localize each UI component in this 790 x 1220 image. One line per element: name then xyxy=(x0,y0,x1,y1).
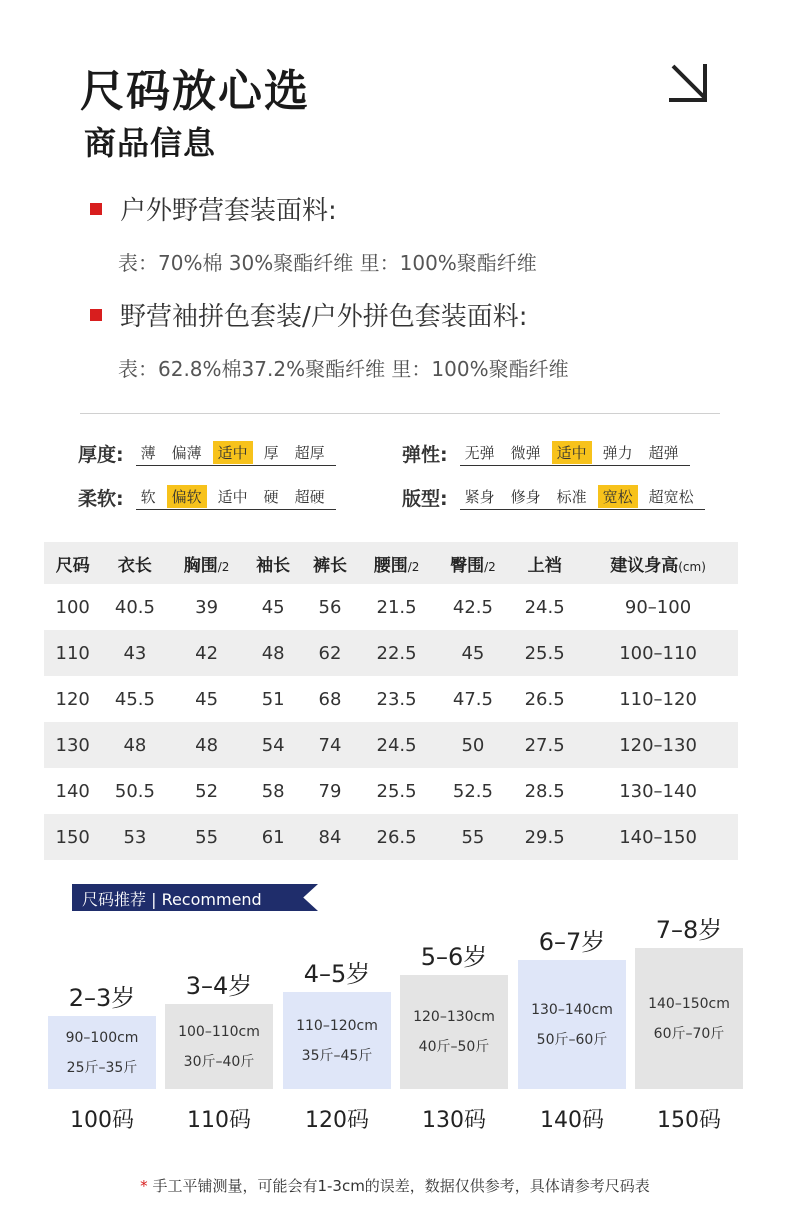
attr-label: 弹性: xyxy=(402,444,448,466)
attr-option: 紧身 xyxy=(464,488,495,506)
weight-range: 30斤–40斤 xyxy=(183,1053,255,1070)
table-cell: 45 xyxy=(195,688,219,710)
size-label: 150码 xyxy=(657,1108,721,1133)
table-cell: 79 xyxy=(318,780,342,802)
table-cell: 52 xyxy=(195,780,219,802)
table-row xyxy=(44,814,738,860)
table-cell: 43 xyxy=(101,630,168,676)
table-cell: 68 xyxy=(318,688,342,710)
fabric-block-1 xyxy=(90,190,537,276)
bullet-marker xyxy=(90,309,102,321)
attr-option: 超宽松 xyxy=(648,488,694,506)
fabric-name: 野营袖拼色套装/户外拼色套装面料: xyxy=(120,302,528,332)
attr-option: 弹力 xyxy=(602,444,633,462)
weight-range: 60斤–70斤 xyxy=(653,1025,725,1042)
column-header: 臀围/2 xyxy=(435,542,511,584)
attr-option: 适中 xyxy=(213,441,253,464)
table-cell: 42.5 xyxy=(452,596,493,618)
footnote-text: 手工平铺测量，可能会有1-3cm的误差，数据仅供参考，具体请参考尺码表 xyxy=(147,1177,650,1195)
height-range: 110–120cm xyxy=(296,1017,378,1034)
attr-scale xyxy=(136,441,336,466)
table-cell: 39 xyxy=(195,596,219,618)
table-cell: 45.5 xyxy=(114,688,155,710)
attr-option: 厚 xyxy=(263,444,279,462)
table-cell: 55 xyxy=(435,814,511,860)
table-cell: 29.5 xyxy=(511,814,578,860)
height-range: 140–150cm xyxy=(648,995,730,1012)
recommend-banner-text: 尺码推荐 | Recommend xyxy=(82,890,262,909)
table-cell: 42 xyxy=(168,630,244,676)
size-label: 120码 xyxy=(305,1108,369,1133)
weight-range: 35斤–45斤 xyxy=(301,1047,373,1064)
divider xyxy=(80,413,720,414)
table-cell: 54 xyxy=(245,722,302,768)
recommend-banner xyxy=(72,884,318,911)
attr-scale xyxy=(136,485,336,510)
age-label: 2–3岁 xyxy=(68,984,136,1012)
recommend-box xyxy=(518,960,626,1089)
column-header: 腰围/2 xyxy=(358,542,434,584)
attr-option: 标准 xyxy=(556,488,587,506)
fabric-block-2 xyxy=(90,296,569,382)
height-range: 130–140cm xyxy=(531,1001,613,1018)
attr-option: 薄 xyxy=(140,444,156,462)
table-header-row xyxy=(44,542,738,584)
table-row xyxy=(44,630,738,676)
recommend-box xyxy=(400,975,508,1089)
table-cell: 23.5 xyxy=(376,688,417,710)
attr-option: 微弹 xyxy=(510,444,541,462)
table-cell: 22.5 xyxy=(358,630,434,676)
table-row xyxy=(44,584,738,630)
column-header: 袖长 xyxy=(245,542,302,584)
table-cell: 25.5 xyxy=(376,780,417,802)
table-row xyxy=(44,768,738,814)
table-cell: 120 xyxy=(55,688,90,710)
table-cell: 50.5 xyxy=(114,780,155,802)
age-label: 3–4岁 xyxy=(185,972,253,1000)
arrow-down-right-icon xyxy=(665,58,715,106)
column-header: 衣长 xyxy=(101,542,168,584)
attr-softness xyxy=(78,484,336,511)
table-cell: 140–150 xyxy=(578,814,738,860)
table-cell: 28.5 xyxy=(524,780,565,802)
bullet-marker xyxy=(90,203,102,215)
age-label: 4–5岁 xyxy=(303,960,371,988)
attr-label: 柔软: xyxy=(78,488,124,510)
table-cell: 84 xyxy=(302,814,359,860)
size-table xyxy=(44,542,738,860)
attr-option: 适中 xyxy=(552,441,592,464)
attr-scale xyxy=(460,485,705,510)
attr-scale xyxy=(460,441,690,466)
attr-label: 厚度: xyxy=(78,444,124,466)
weight-range: 50斤–60斤 xyxy=(536,1031,608,1048)
table-cell: 45 xyxy=(435,630,511,676)
table-cell: 26.5 xyxy=(524,688,565,710)
table-row xyxy=(44,722,738,768)
table-cell: 26.5 xyxy=(358,814,434,860)
attr-option: 超厚 xyxy=(294,444,325,462)
size-label: 100码 xyxy=(70,1108,134,1133)
table-cell: 47.5 xyxy=(452,688,493,710)
weight-range: 40斤–50斤 xyxy=(418,1039,490,1055)
table-cell: 140 xyxy=(55,780,90,802)
table-cell: 150 xyxy=(44,814,101,860)
table-cell: 62 xyxy=(302,630,359,676)
attr-option: 超硬 xyxy=(294,488,325,506)
recommend-box xyxy=(283,992,391,1089)
table-cell: 56 xyxy=(318,596,342,618)
table-cell: 53 xyxy=(101,814,168,860)
attr-option: 适中 xyxy=(217,488,248,506)
attr-option: 无弹 xyxy=(464,444,495,462)
table-cell: 52.5 xyxy=(452,780,493,802)
table-cell: 45 xyxy=(261,596,285,618)
section-title: 商品信息 xyxy=(84,124,217,162)
column-header: 上裆 xyxy=(511,542,578,584)
column-header: 裤长 xyxy=(302,542,359,584)
attr-option: 软 xyxy=(140,488,156,506)
table-cell: 21.5 xyxy=(376,596,417,618)
column-header: 尺码 xyxy=(44,542,101,584)
attr-option: 宽松 xyxy=(598,485,638,508)
height-range: 90–100cm xyxy=(65,1029,139,1046)
table-cell: 61 xyxy=(245,814,302,860)
page-title: 尺码放心选 xyxy=(80,66,310,117)
size-label: 140码 xyxy=(540,1108,604,1133)
table-cell: 130–140 xyxy=(619,780,697,802)
table-cell: 48 xyxy=(168,722,244,768)
table-cell: 25.5 xyxy=(511,630,578,676)
attr-option: 偏软 xyxy=(167,485,207,508)
attr-option: 偏薄 xyxy=(171,444,202,462)
table-cell: 58 xyxy=(261,780,285,802)
table-cell: 24.5 xyxy=(358,722,434,768)
table-cell: 90–100 xyxy=(624,596,692,618)
table-cell: 48 xyxy=(245,630,302,676)
attr-option: 超弹 xyxy=(648,444,679,462)
column-header: 胸围/2 xyxy=(168,542,244,584)
table-cell: 74 xyxy=(302,722,359,768)
table-cell: 120–130 xyxy=(578,722,738,768)
recommend-box xyxy=(635,948,743,1089)
size-label: 130码 xyxy=(422,1108,486,1133)
fabric-name: 户外野营套装面料: xyxy=(120,196,337,226)
table-cell: 55 xyxy=(168,814,244,860)
recommend-box xyxy=(165,1004,273,1089)
table-cell: 110 xyxy=(44,630,101,676)
table-cell: 100–110 xyxy=(578,630,738,676)
table-cell: 27.5 xyxy=(511,722,578,768)
age-label: 5–6岁 xyxy=(420,943,488,971)
attr-fit xyxy=(402,484,705,511)
table-cell: 48 xyxy=(101,722,168,768)
attr-label: 版型: xyxy=(402,488,448,510)
table-cell: 24.5 xyxy=(524,596,565,618)
footnote-star: * xyxy=(140,1177,148,1195)
age-label: 7–8岁 xyxy=(655,916,723,944)
footnote xyxy=(0,1175,790,1196)
recommend-box xyxy=(48,1016,156,1089)
height-range: 120–130cm xyxy=(413,1009,495,1025)
table-cell: 50 xyxy=(435,722,511,768)
table-cell: 100 xyxy=(55,596,90,618)
weight-range: 25斤–35斤 xyxy=(66,1059,138,1076)
attr-elasticity xyxy=(402,440,690,467)
table-cell: 40.5 xyxy=(114,596,155,618)
table-cell: 51 xyxy=(261,688,285,710)
fabric-detail: 表：62.8%棉37.2%聚酯纤维 里：100%聚酯纤维 xyxy=(118,357,569,381)
attr-option: 硬 xyxy=(263,488,279,506)
table-row xyxy=(44,676,738,722)
fabric-detail: 表：70%棉 30%聚酯纤维 里：100%聚酯纤维 xyxy=(118,251,537,275)
attr-thickness xyxy=(78,440,336,467)
attr-option: 修身 xyxy=(510,488,541,506)
column-header: 建议身高(cm) xyxy=(578,542,738,584)
table-cell: 130 xyxy=(44,722,101,768)
size-label: 110码 xyxy=(187,1108,251,1133)
height-range: 100–110cm xyxy=(178,1023,260,1040)
age-label: 6–7岁 xyxy=(538,928,606,956)
table-cell: 110–120 xyxy=(619,688,697,710)
